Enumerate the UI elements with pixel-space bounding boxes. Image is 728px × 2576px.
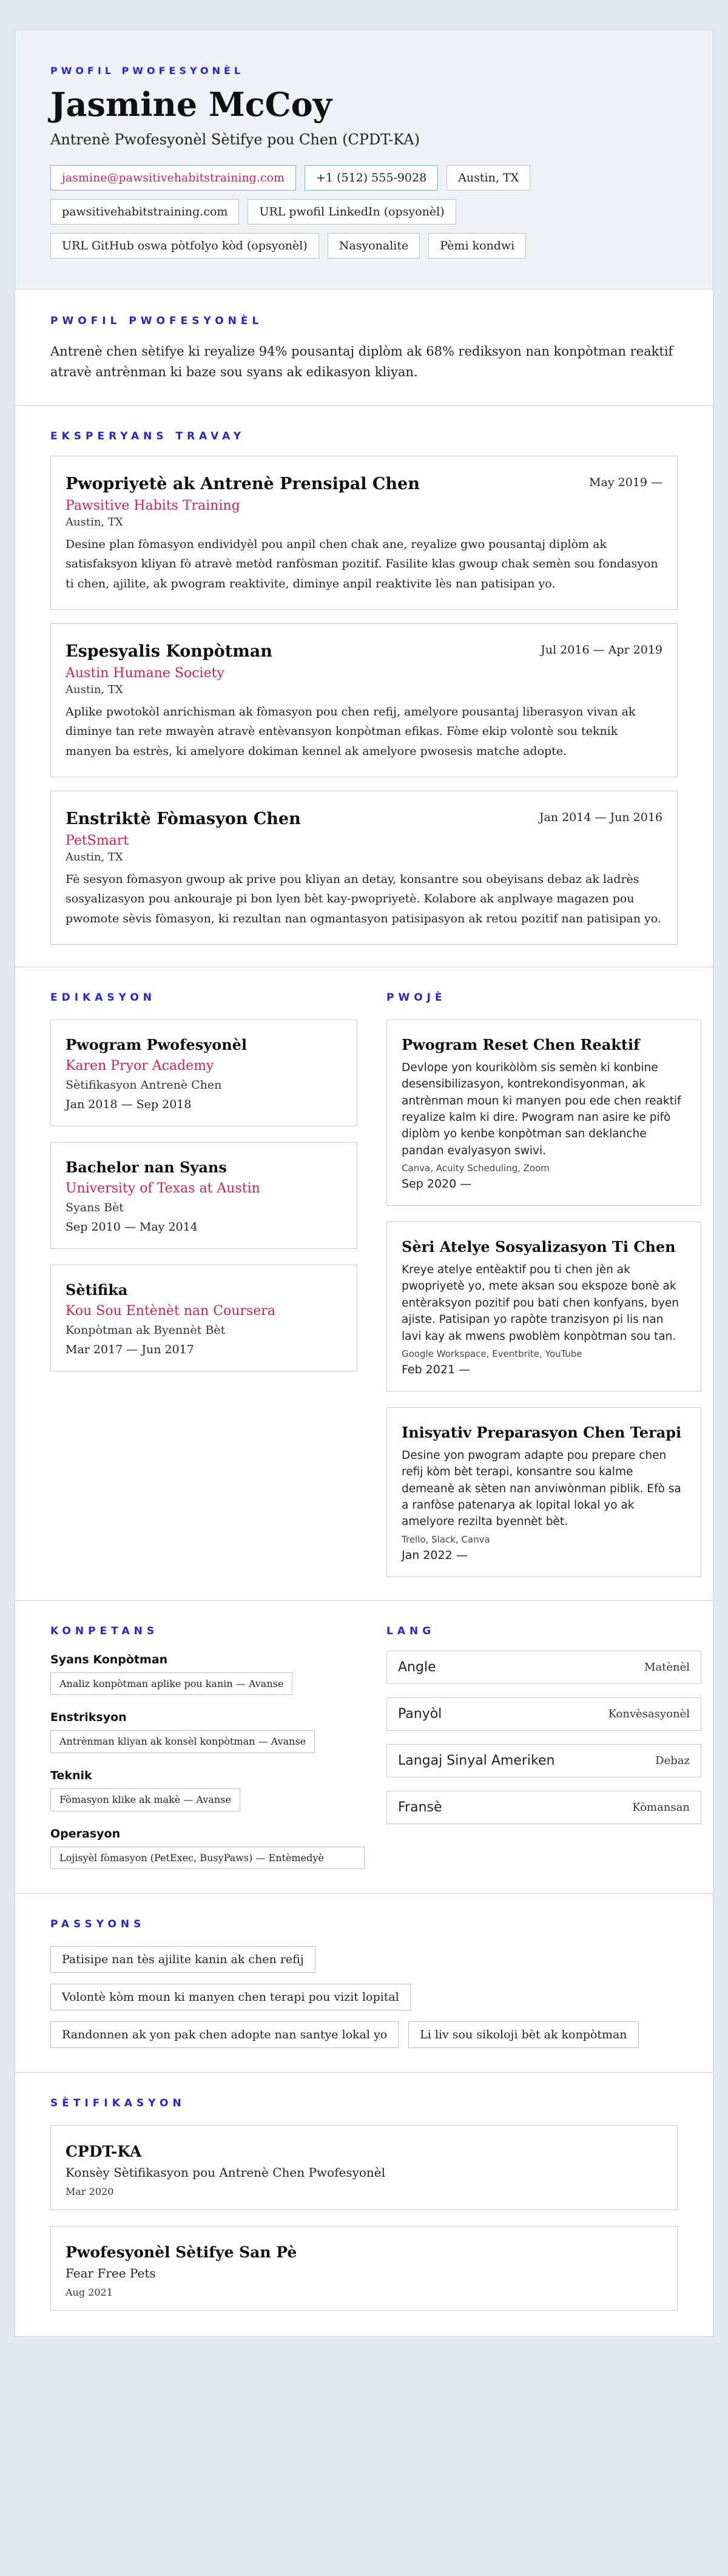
skill-group [50,1711,357,1753]
projects-heading: PWOJÈ [386,991,447,1004]
summary-heading: PWOFIL PWOFESYONÈL [50,315,263,327]
education-entry [50,1265,357,1371]
certifications-section [15,2073,713,2336]
summary-text: Antrenè chen sètifye ki reyalize 94% pousantaj diplòm ak 68% rediksyon nan konpòtman reaktif atravè antrènman ki baze sou syans ak edikasyon kliyan. [50,344,673,379]
skill-group-title: Syans Konpòtman [50,1652,168,1666]
certification-entry [50,2125,678,2210]
project-date: Sep 2020 — [402,1177,472,1191]
language-level: Debaz [655,1754,690,1767]
job-description: Aplike pwotokòl anrichisman ak fòmasyon pou chen refij, amelyore pousantaj liberasyon vivan ak diminye tan rete mwayèn atravè entèvansyon konpòtman efikas. Fòme ekip volontè sou teknik manyen ba estrès, ki amelyore dokiman kennel ak amelyore pwosesis matche adopte. [66,705,636,758]
language-level: Matènèl [644,1660,690,1674]
certifications-heading: SÈTIFIKASYON [50,2097,186,2110]
language-level: Kòmansan [632,1800,690,1814]
language-name: Panyòl [398,1706,442,1722]
location-chip: Austin, TX [447,165,530,191]
field-of-study: Konpòtman ak Byennèt Bèt [66,1323,226,1337]
github-chip: URL GitHub oswa pòtfolyo kòd (opsyonèl) [50,233,319,259]
project-date: Jan 2022 — [402,1548,468,1562]
project-description: Desine yon pwogram adapte pou prepare chen refij kòm bèt terapi, konsantre sou kalme demeanè ak sèten nan anviwònman piblik. Efò sa a ranfòse patenarya ak lopital lokal yo ak amelyore rezilta byennèt bèt. [402,1449,681,1529]
job-title: Pwopriyetè ak Antrenè Prensipal Chen [66,475,420,494]
institution-name: Karen Pryor Academy [66,1058,214,1073]
certification-date: Mar 2020 [66,2186,114,2198]
project-tools: Google Workspace, Eventbrite, YouTube [402,1348,582,1359]
language-name: Langaj Sinyal Ameriken [398,1753,555,1768]
skill-group [50,1827,357,1870]
skill-group-title: Teknik [50,1769,92,1783]
experience-heading: EKSPERYANS TRAVAY [50,430,246,443]
contact-chips [50,165,633,259]
project-title: Inisyativ Preparasyon Chen Terapi [402,1423,682,1441]
education-projects-section [15,967,713,1601]
skill-group-title: Enstriksyon [50,1711,127,1725]
job-date: Jan 2014 — Jun 2016 [539,810,662,824]
education-entry [50,1142,357,1249]
language-level: Konvèsasyonèl [608,1707,690,1720]
website-link[interactable]: pawsitivehabitstraining.com [50,199,239,225]
skill-group-title: Operasyon [50,1827,121,1841]
license-chip: Pèmi kondwi [428,233,526,259]
job-title: Espesyalis Konpòtman [66,642,272,661]
summary-section [15,289,713,406]
skills-heading: KONPETANS [50,1624,159,1637]
languages-heading: LANG [386,1624,436,1637]
job-date: Jul 2016 — Apr 2019 [541,643,662,657]
nationality-chip: Nasyonalite [328,233,420,259]
language-name: Fransè [398,1799,442,1815]
project-entry [386,1019,701,1206]
candidate-name: Jasmine McCoy [50,85,332,124]
language-row [386,1651,701,1684]
project-description: Kreye atelye entèaktif pou ti chen jèn ak pwopriyetè yo, mete aksan sou ekspoze bonè ak entèraksyon pozitif pou bati chen konfyans, byen ajiste. Patisipan yo rapòte tranzisyon pi lis nan lavi kay ak mwens pwoblèm konpòtman sou tan. [402,1263,679,1343]
passion-chip: Volontè kòm moun ki manyen chen terapi pou vizit lopital [50,1984,411,2010]
project-entry [386,1222,701,1391]
skill-group [50,1769,357,1811]
skill-chip: Analiz konpòtman aplike pou kanin — Avanse [50,1672,292,1695]
certification-issuer: Fear Free Pets [66,2266,156,2281]
projects-column [386,992,701,1577]
certification-entry [50,2226,678,2311]
languages-column [386,1625,701,1869]
job-company: Austin Humane Society [66,666,224,681]
project-title: Pwogram Reset Chen Reaktif [402,1035,640,1053]
passion-chip: Patisipe nan tès ajilite kanin ak chen refij [50,1946,315,1973]
job-description: Desine plan fòmasyon endividyèl pou anpil chen chak ane, reyalize gwo pousantaj diplòm ak satisfaksyon kliyan fò atravè metòd ranfòsman pozitif. Fasilite klas gwoup chak semèn sou fondasyon ti chen, ajilite, ak pwogram reaktivite, diminye anpil reaktivite lès nan patisipan yo. [66,538,658,590]
job-entry [50,456,678,610]
education-entry [50,1019,357,1126]
language-name: Angle [398,1659,436,1675]
language-row [386,1744,701,1777]
degree-title: Pwogram Pwofesyonèl [66,1035,248,1053]
experience-section [15,406,713,967]
passion-chip: Li liv sou sikoloji bèt ak konpòtman [408,2021,638,2048]
project-tools: Canva, Acuity Scheduling, Zoom [402,1163,550,1174]
skills-languages-section [15,1601,713,1894]
field-of-study: Sètifikasyon Antrenè Chen [66,1078,222,1092]
skill-chip: Fòmasyon klike ak makè — Avanse [50,1788,240,1811]
linkedin-chip: URL pwofil LinkedIn (opsyonèl) [248,199,456,225]
resume-header [15,30,713,289]
job-location: Austin, TX [66,683,123,697]
project-title: Sèri Atelye Sosyalizasyon Ti Chen [402,1238,676,1256]
project-description: Devlope yon kourikòlòm sis semèn ki konbine desensibilizasyon, kontrekondisyonman, ak antrènman moun ki manyen pou ede chen reaktif reyalize kalm ki dire. Pwogram nan asire ke pifò diplòm yo kenbe konpòtman san deklanche pandan evalyasyon swivi. [402,1061,681,1157]
email-link[interactable]: jasmine@pawsitivehabitstraining.com [50,165,296,191]
field-of-study: Syans Bèt [66,1200,124,1214]
phone-link[interactable]: +1 (512) 555-9028 [305,165,438,191]
certification-date: Aug 2021 [66,2287,113,2299]
passions-section [15,1894,713,2073]
job-entry [50,623,678,777]
project-tools: Trello, Slack, Canva [402,1533,490,1545]
job-title: Enstriktè Fòmasyon Chen [66,809,301,828]
skills-column [50,1625,357,1869]
certification-issuer: Konsèy Sètifikasyon pou Antrenè Chen Pwofesyonèl [66,2165,386,2180]
skill-chip: Lojisyèl fòmasyon (PetExec, BusyPaws) — Entèmedyè [50,1847,365,1870]
skill-group [50,1653,357,1695]
resume-page [15,29,713,2337]
header-eyebrow: PWOFIL PWOFESYONÈL [50,65,244,76]
certification-title: Pwofesyonèl Sètifye San Pè [66,2243,297,2262]
candidate-title: Antrenè Pwofesyonèl Sètifye pou Chen (CPDT-KA) [50,131,420,148]
language-row [386,1697,701,1731]
job-company: Pawsitive Habits Training [66,498,240,514]
education-date: Jan 2018 — Sep 2018 [66,1097,192,1111]
passions-list [50,1946,681,2048]
institution-name: University of Texas at Austin [66,1180,260,1196]
job-location: Austin, TX [66,516,123,529]
project-entry [386,1407,701,1577]
job-description: Fè sesyon fòmasyon gwoup ak prive pou kliyan an detay, konsantre sou obeyisans debaz ak ladrès sosyalizasyon pou ankouraje pi bon lyen bèt kay-pwopriyetè. Kolabore ak anplwaye magazen pou pwomote sèvis fòmasyon, ki rezultan nan ogmantasyon patisipasyon ak retou pozitif nan patisipan yo. [66,872,661,925]
institution-name: Kou Sou Entènèt nan Coursera [66,1303,275,1319]
degree-title: Bachelor nan Syans [66,1158,227,1176]
project-date: Feb 2021 — [402,1362,471,1376]
degree-title: Sètifika [66,1280,128,1299]
passion-chip: Randonnen ak yon pak chen adopte nan santye lokal yo [50,2021,399,2048]
language-row [386,1791,701,1824]
certification-title: CPDT-KA [66,2143,142,2161]
education-date: Mar 2017 — Jun 2017 [66,1342,194,1356]
education-heading: EDIKASYON [50,991,157,1004]
education-date: Sep 2010 — May 2014 [66,1220,198,1234]
passions-heading: PASSYONS [50,1918,146,1931]
job-company: PetSmart [66,833,129,848]
job-date: May 2019 — [589,476,662,490]
job-entry [50,791,678,945]
education-column [50,992,357,1577]
job-location: Austin, TX [66,850,123,864]
skill-chip: Antrènman kliyan ak konsèl konpòtman — Avanse [50,1730,315,1753]
